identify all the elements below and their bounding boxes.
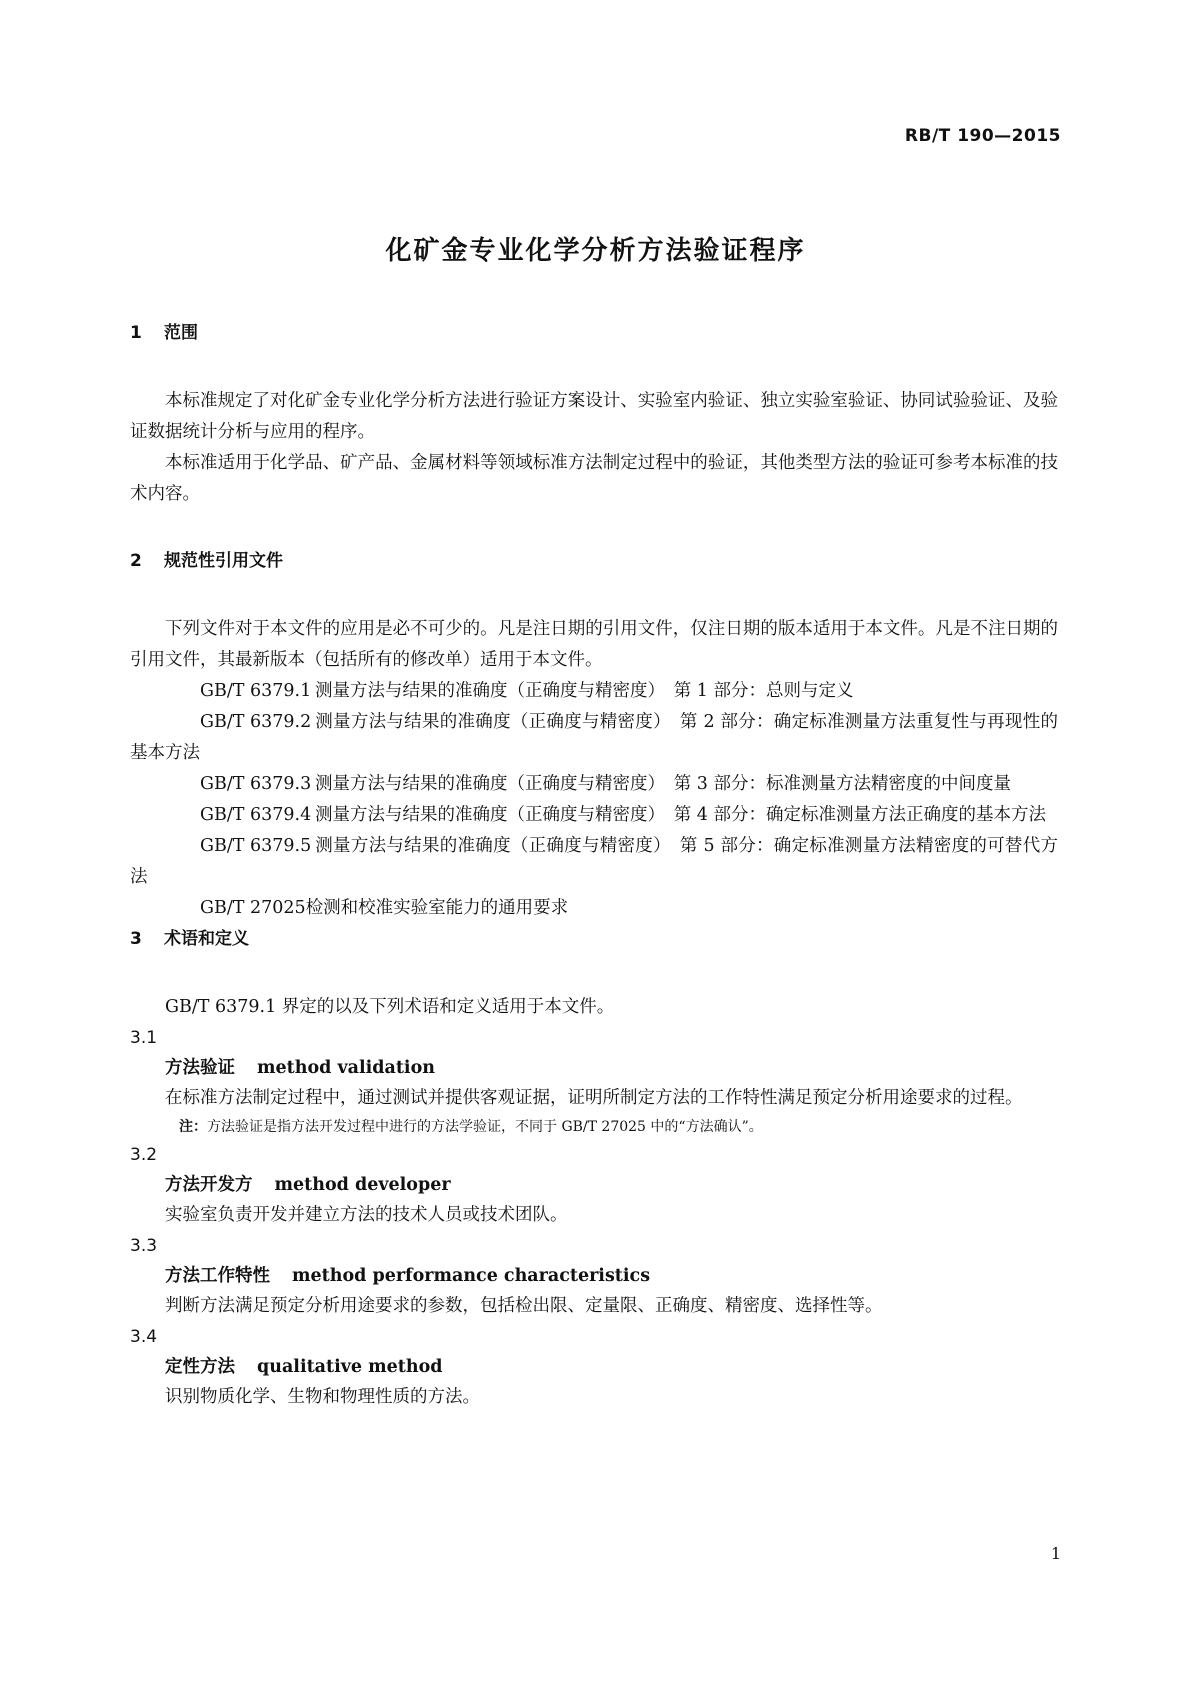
section-number: 3 [130, 929, 142, 949]
section-2-heading [130, 546, 1058, 576]
document-title: 化矿金专业化学分析方法验证程序 [385, 236, 806, 266]
reference-title: 测量方法与结果的准确度（正确度与精密度） 第 3 部分：标准测量方法精密度的中间度量 [315, 774, 1012, 794]
section-1-heading [130, 318, 1058, 348]
page-number: 1 [1050, 1544, 1061, 1563]
term-heading [130, 1352, 1058, 1382]
reference-title: 测量方法与结果的准确度（正确度与精密度） 第 4 部分：确定标准测量方法正确度的基本方法 [315, 805, 1047, 825]
section-title: 术语和定义 [164, 929, 249, 949]
term-heading [130, 1053, 1058, 1083]
note-label: 注： [179, 1119, 207, 1135]
section-title: 范围 [164, 323, 198, 343]
standard-code: RB/T 190—2015 [904, 126, 1061, 146]
reference-item [130, 831, 1058, 893]
term-heading [130, 1170, 1058, 1200]
term-number: 3.4 [130, 1327, 158, 1347]
term-definition: 实验室负责开发并建立方法的技术人员或技术团队。 [165, 1205, 568, 1225]
document-body [130, 318, 1058, 1413]
section-number: 1 [130, 323, 142, 343]
reference-item [130, 707, 1058, 769]
reference-title: 测量方法与结果的准确度（正确度与精密度） 第 5 部分：确定标准测量方法精密度的可替代方法 [130, 836, 1058, 887]
term-chinese: 方法验证 [165, 1058, 235, 1078]
terms-intro: GB/T 6379.1 界定的以及下列术语和定义适用于本文件。 [165, 997, 615, 1017]
reference-code: GB/T 6379.4 [200, 805, 312, 825]
term-number: 3.3 [130, 1236, 158, 1256]
reference-code: GB/T 6379.2 [200, 712, 312, 732]
reference-title: 检测和校准实验室能力的通用要求 [305, 898, 569, 918]
term-chinese: 定性方法 [165, 1357, 235, 1377]
term-definition: 在标准方法制定过程中，通过测试并提供客观证据，证明所制定方法的工作特性满足预定分析用途要求的过程。 [165, 1088, 1023, 1108]
term-english: method developer [274, 1175, 451, 1195]
reference-code: GB/T 6379.5 [200, 836, 312, 856]
reference-code: GB/T 6379.3 [200, 774, 312, 794]
reference-title: 测量方法与结果的准确度（正确度与精密度） 第 2 部分：确定标准测量方法重复性与再现性的基本方法 [130, 712, 1058, 763]
reference-code: GB/T 27025 [200, 898, 306, 918]
references-intro: 下列文件对于本文件的应用是必不可少的。凡是注日期的引用文件，仅注日期的版本适用于本文件。凡是不注日期的引用文件，其最新版本（包括所有的修改单）适用于本文件。 [130, 619, 1058, 670]
reference-item [130, 893, 1058, 924]
term-english: qualitative method [257, 1357, 443, 1377]
reference-item [130, 676, 1058, 707]
term-heading [130, 1261, 1058, 1291]
section-title: 规范性引用文件 [164, 551, 283, 571]
term-definition: 判断方法满足预定分析用途要求的参数，包括检出限、定量限、正确度、精密度、选择性等。 [165, 1296, 883, 1316]
term-note [130, 1114, 1058, 1140]
note-text: 方法验证是指方法开发过程中进行的方法学验证，不同于 GB/T 27025 中的“方法确认”。 [207, 1119, 763, 1135]
term-number: 3.2 [130, 1145, 158, 1165]
reference-code: GB/T 6379.1 [200, 681, 312, 701]
reference-item [130, 800, 1058, 831]
term-english: method performance characteristics [292, 1266, 651, 1286]
reference-title: 测量方法与结果的准确度（正确度与精密度） 第 1 部分：总则与定义 [315, 681, 854, 701]
term-definition: 识别物质化学、生物和物理性质的方法。 [165, 1387, 480, 1407]
scope-paragraph-1: 本标准规定了对化矿金专业化学分析方法进行验证方案设计、实验室内验证、独立实验室验证、协同试验验证、及验证数据统计分析与应用的程序。 [130, 391, 1058, 442]
reference-item [130, 769, 1058, 800]
term-english: method validation [257, 1058, 435, 1078]
term-chinese: 方法开发方 [165, 1175, 253, 1195]
scope-paragraph-2: 本标准适用于化学品、矿产品、金属材料等领域标准方法制定过程中的验证，其他类型方法的验证可参考本标准的技术内容。 [130, 453, 1058, 504]
section-3-heading [130, 924, 1058, 954]
term-number: 3.1 [130, 1028, 158, 1048]
term-chinese: 方法工作特性 [165, 1266, 270, 1286]
section-number: 2 [130, 551, 142, 571]
